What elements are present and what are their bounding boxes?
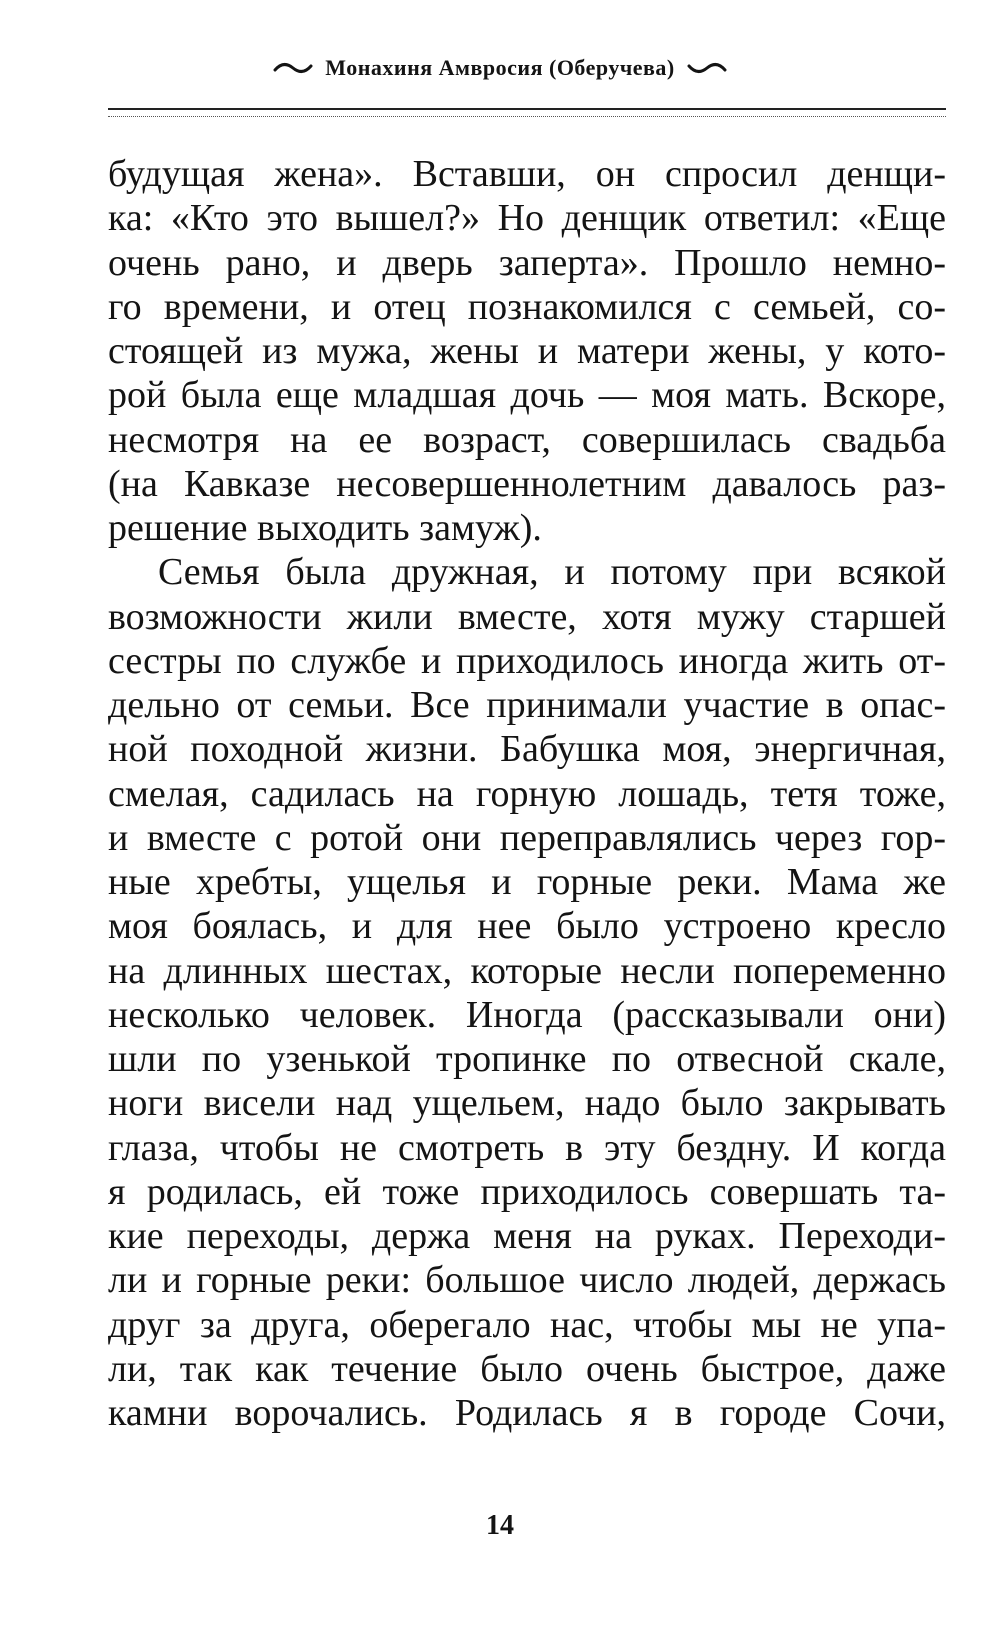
header-rule	[108, 108, 946, 110]
body-text	[108, 152, 946, 1435]
text-line: друг за друга, оберегало нас, чтобы мы не упа-	[108, 1303, 946, 1346]
text-line: очень рано, и дверь заперта». Прошло немно-	[108, 241, 946, 284]
text-line: шли по узенькой тропинке по отвесной скале,	[108, 1038, 946, 1080]
text-line: кие переходы, держа меня на руках. Переходи-	[108, 1215, 946, 1257]
text-line: Семья была дружная, и потому при всякой	[158, 551, 946, 594]
header-rule-dotted	[108, 116, 946, 117]
text-line: го времени, и отец познакомился с семьей, со-	[108, 285, 946, 328]
text-line: будущая жена». Вставши, он спросил денщи-	[108, 153, 946, 195]
text-line: камни ворочались. Родилась я в городе Сочи,	[108, 1392, 946, 1434]
text-line: ли, так как течение было очень быстрое, даже	[108, 1347, 946, 1390]
text-line: моя боялась, и для нее было устроено кресло	[108, 905, 946, 948]
running-header	[0, 38, 1000, 98]
running-title: Монахиня Амвросия (Оберучева)	[325, 55, 675, 80]
page-number: 14	[486, 1510, 514, 1541]
text-line: глаза, чтобы не смотреть в эту бездну. И когда	[108, 1126, 946, 1169]
text-line: ноги висели над ущельем, надо было закрывать	[108, 1082, 946, 1125]
text-line: ной походной жизни. Бабушка моя, энергичная,	[108, 728, 946, 771]
text-line: несмотря на ее возраст, совершилась свадьба	[108, 418, 946, 461]
text-line: смелая, садилась на горную лошадь, тетя тоже,	[108, 772, 946, 815]
text-line: сестры по службе и приходилось иногда жить от-	[108, 639, 946, 682]
text-line: стоящей из мужа, жены и матери жены, у кото-	[108, 330, 946, 372]
text-line: (на Кавказе несовершеннолетним давалось раз-	[108, 462, 946, 505]
text-line: на длинных шестах, которые несли попеременно	[108, 949, 946, 992]
left-swash-ornament-icon	[273, 61, 313, 75]
text-line: ли и горные реки: большое число людей, держась	[108, 1259, 946, 1302]
text-line: и вместе с ротой они переправлялись через гор-	[108, 816, 946, 859]
text-line: рой была еще младшая дочь — моя мать. Вскоре,	[108, 374, 946, 417]
text-line: ка: «Кто это вышел?» Но денщик ответил: «Еще	[108, 197, 946, 240]
text-line: несколько человек. Иногда (рассказывали они)	[108, 993, 946, 1036]
text-line: возможности жили вместе, хотя мужу старшей	[108, 595, 946, 638]
text-line: решение выходить замуж).	[108, 507, 542, 549]
right-swash-ornament-icon	[687, 61, 727, 75]
text-line: я родилась, ей тоже приходилось совершать та-	[108, 1170, 946, 1213]
text-line: дельно от семьи. Все принимали участие в опас-	[108, 684, 946, 726]
text-line: ные хребты, ущелья и горные реки. Мама же	[108, 861, 946, 903]
